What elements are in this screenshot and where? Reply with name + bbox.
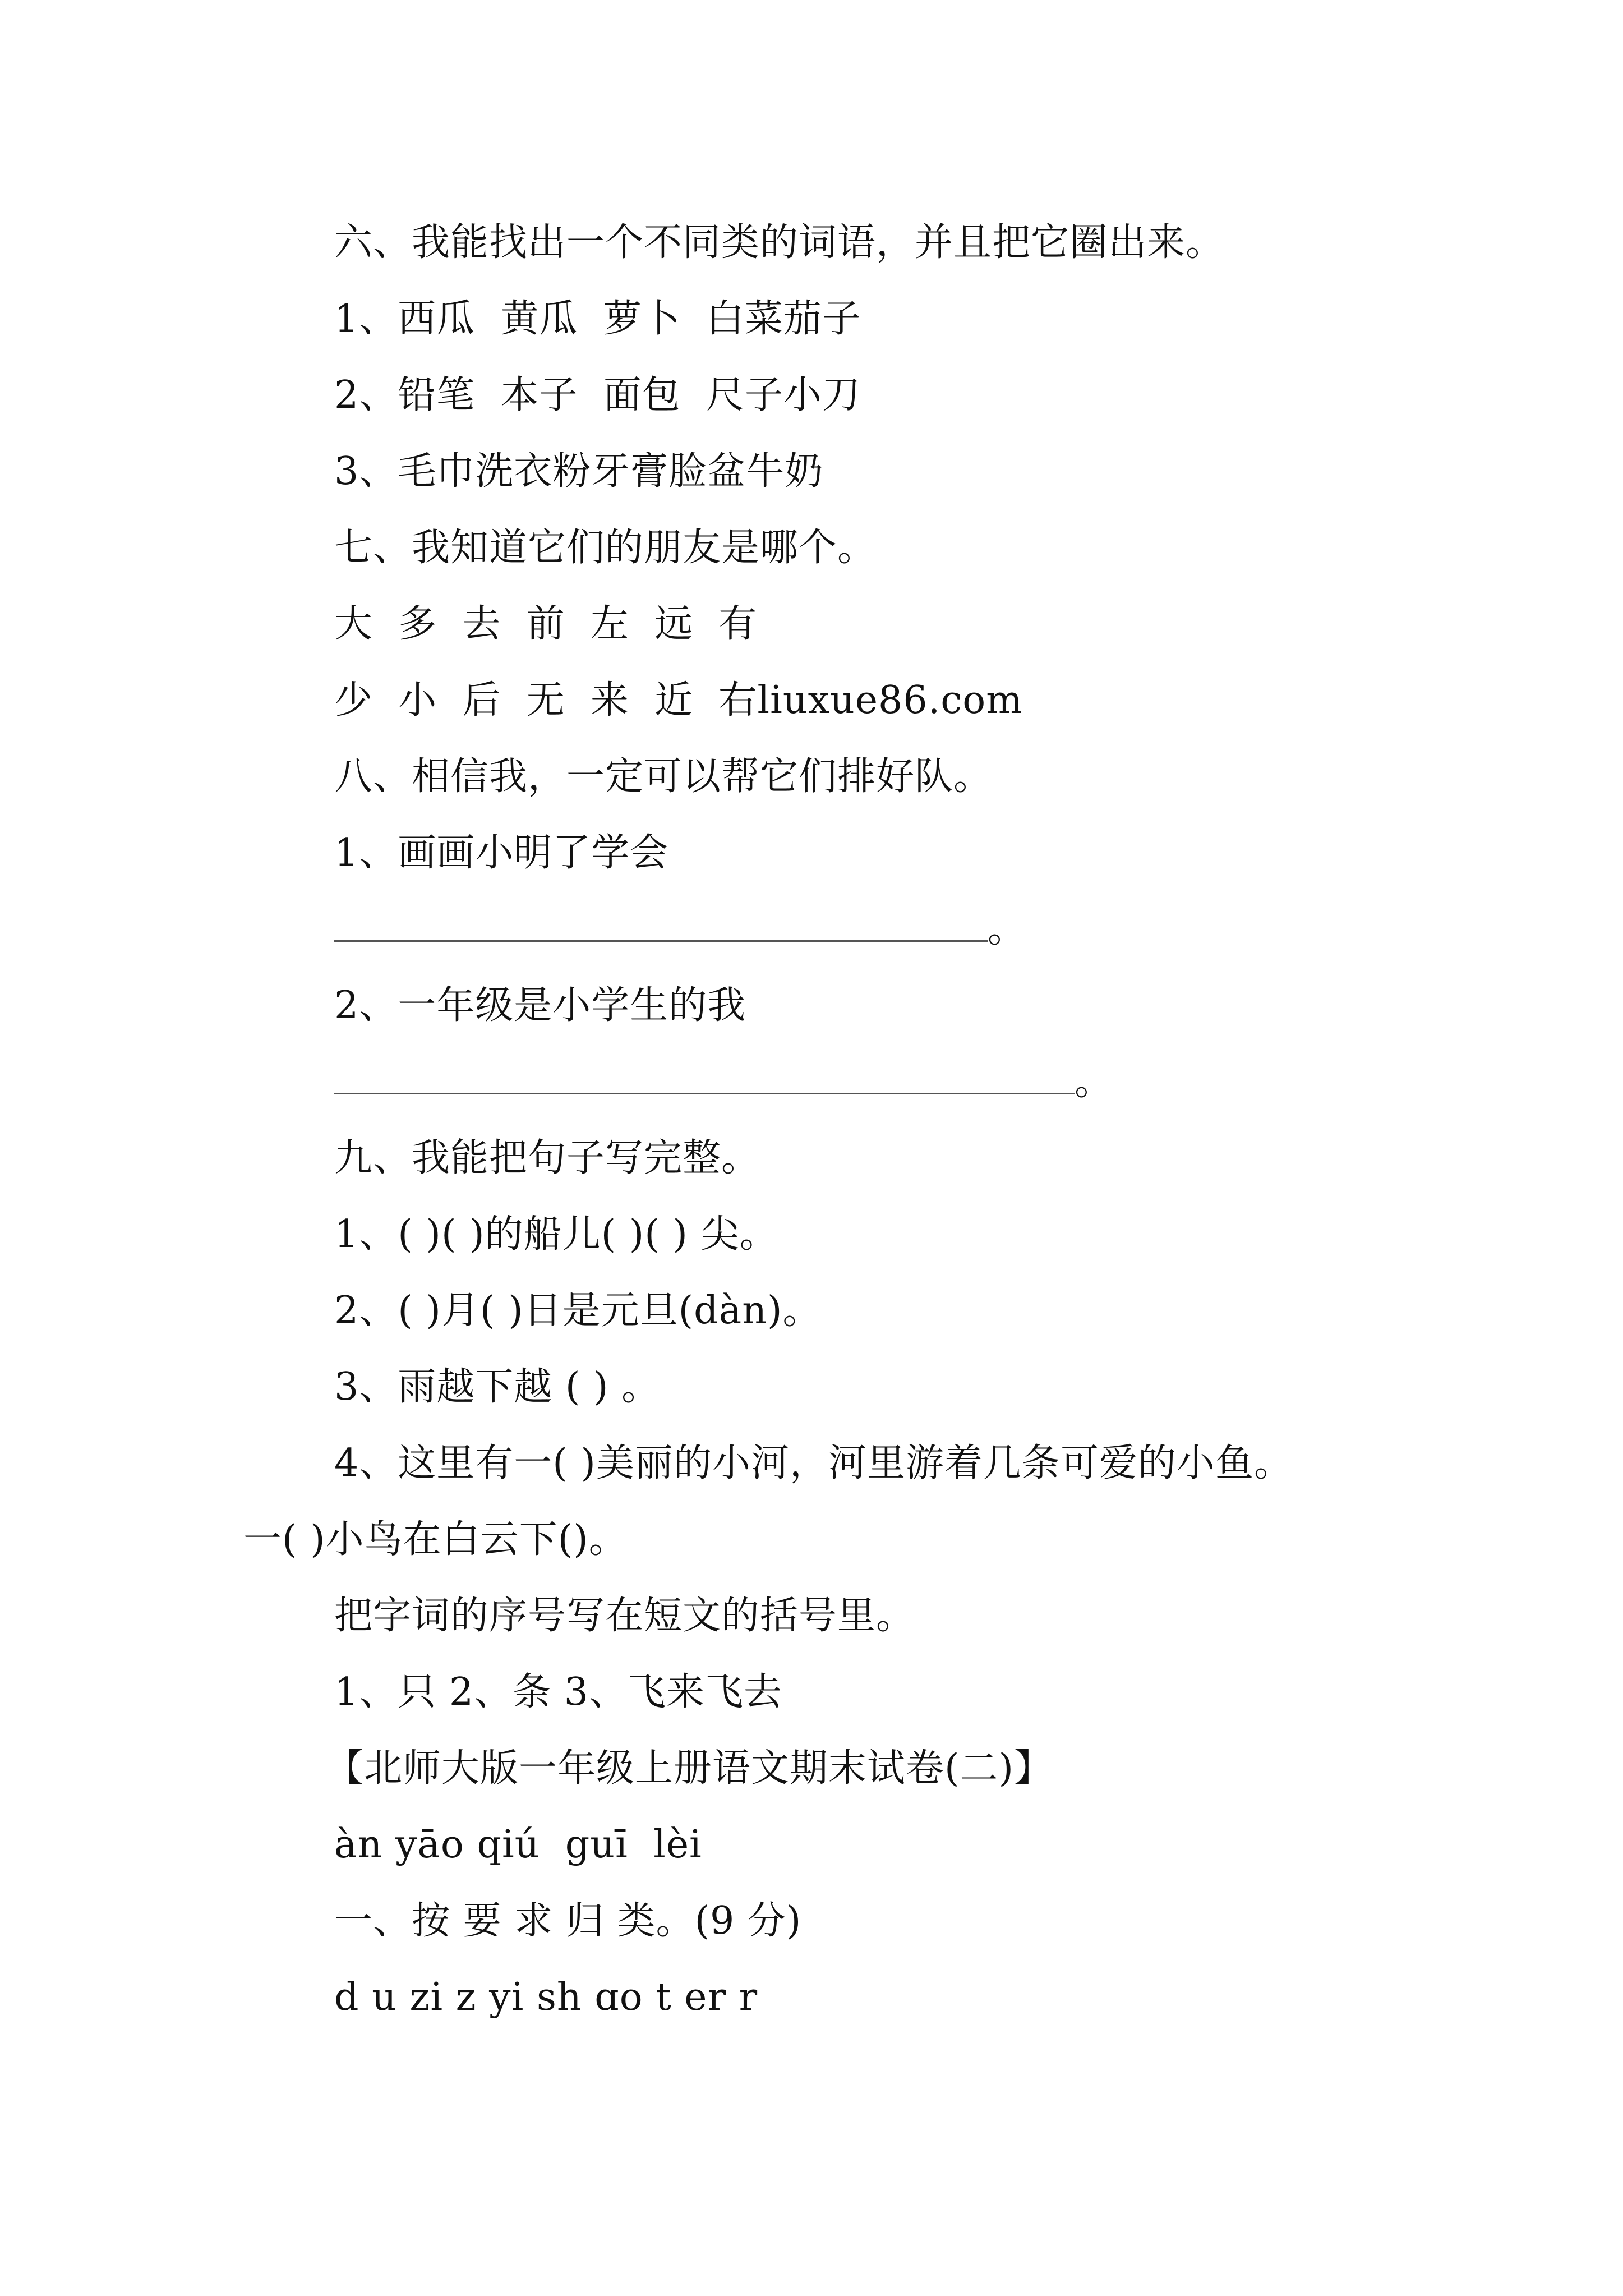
section-seven-heading: 七、我知道它们的朋友是哪个。	[334, 526, 877, 570]
question-line: 2、( )月( )日是元旦(dàn)。	[334, 1289, 822, 1333]
question-line: 1、西瓜 黄瓜 萝卜 白菜茄子	[334, 297, 861, 341]
section-eight-heading: 八、相信我，一定可以帮它们排好队。	[334, 754, 993, 799]
question-line: 4、这里有一( )美丽的小河，河里游着几条可爱的小鱼。	[334, 1441, 1293, 1485]
pinyin-line: àn yāo qiú guī lèi	[334, 1823, 702, 1867]
exam-title: 【北师大版一年级上册语文期末试卷(二)】	[325, 1746, 1053, 1791]
word-row: 少 小 后 无 来 近 右liuxue86.com	[334, 678, 1023, 723]
question-line: 3、雨越下越 ( ) 。	[334, 1365, 661, 1409]
word-row: 大 多 去 前 左 远 有	[334, 602, 758, 646]
instruction-line: 把字词的序号写在短文的括号里。	[334, 1594, 915, 1638]
blank-period: 。	[988, 907, 1026, 951]
question-line: 3、毛巾洗衣粉牙膏脸盆牛奶	[334, 449, 824, 494]
answer-underline	[334, 1058, 1075, 1094]
answer-blank	[334, 1057, 1113, 1107]
answer-blank	[334, 904, 1026, 955]
section-nine-heading: 九、我能把句子写完整。	[334, 1136, 760, 1180]
question-line-continued: 一( )小鸟在白云下()。	[243, 1517, 628, 1562]
option-line: 1、只 2、条 3、飞来飞去	[334, 1670, 783, 1714]
pinyin-line: d u zi z yi sh ɑo t er r	[334, 1975, 758, 2019]
section-one-heading: 一、按 要 求 归 类。(9 分)	[334, 1899, 802, 1943]
question-line: 2、一年级是小学生的我	[334, 983, 746, 1028]
question-line: 2、铅笔 本子 面包 尺子小刀	[334, 373, 861, 417]
section-six-heading: 六、我能找出一个不同类的词语，并且把它圈出来。	[334, 220, 1225, 265]
question-line: 1、( )( )的船儿( )( ) 尖。	[334, 1212, 778, 1257]
answer-underline	[334, 905, 988, 942]
blank-period: 。	[1075, 1060, 1113, 1104]
question-line: 1、画画小明了学会	[334, 831, 669, 875]
